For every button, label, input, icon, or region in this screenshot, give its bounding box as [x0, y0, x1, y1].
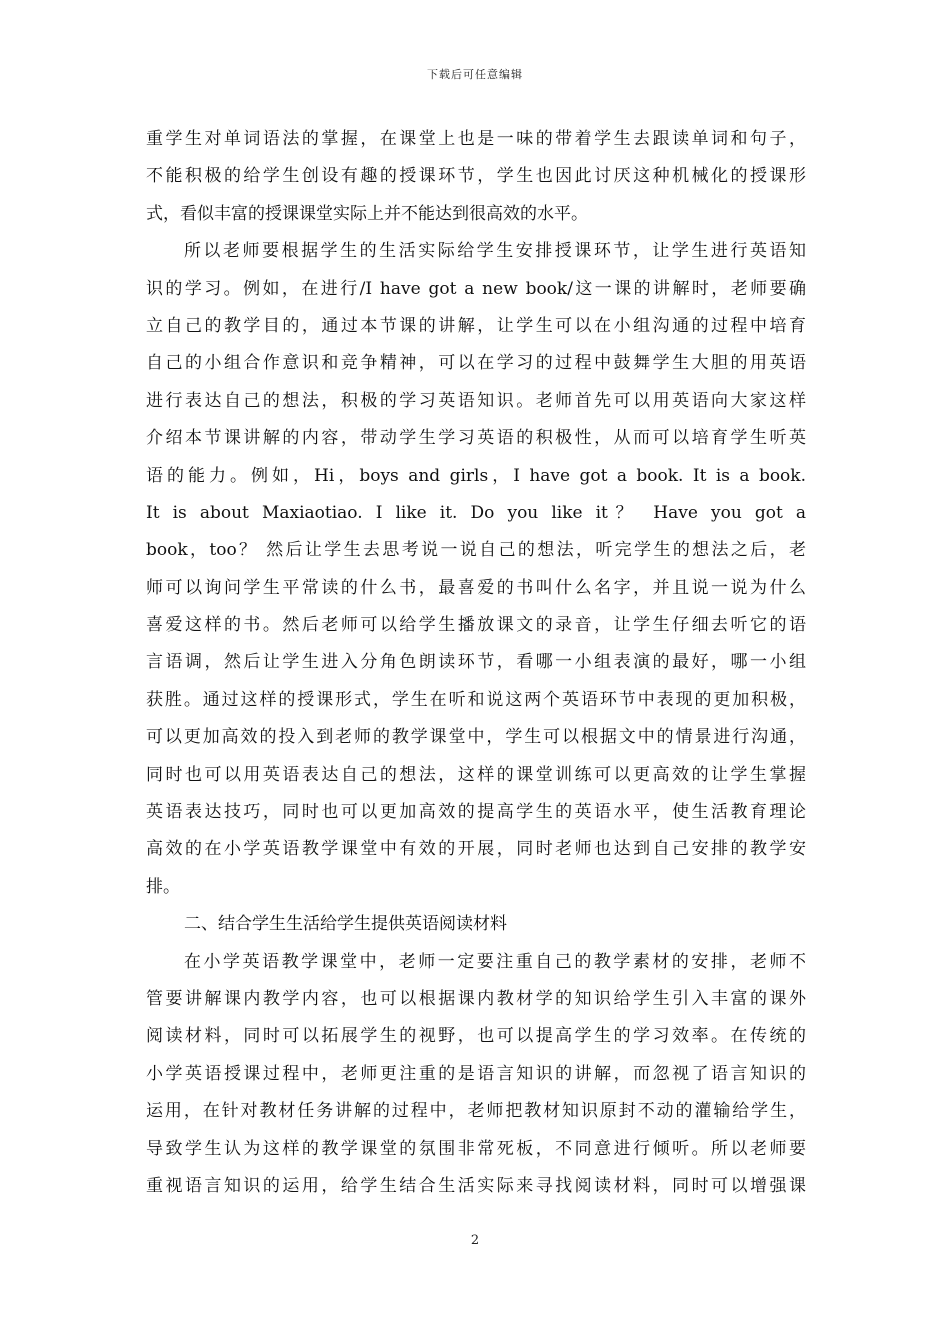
text-line: 重学生对单词语法的掌握，在课堂上也是一味的带着学生去跟读单词和句子，	[146, 129, 806, 149]
body-text	[146, 121, 806, 1205]
text-line: 式，看似丰富的授课课堂实际上并不能达到很高效的水平。	[146, 203, 588, 224]
text-line: 运用，在针对教材任务讲解的过程中，老师把教材知识原封不动的灌输给学生，	[146, 1101, 806, 1122]
text-line: 阅读材料，同时可以拓展学生的视野，也可以提高学生的学习效率。在传统的	[146, 1026, 806, 1047]
text-line: 进行表达自己的想法，积极的学习英语知识。老师首先可以用英语向大家这样	[146, 390, 806, 411]
text-line: 言语调，然后让学生进入分角色朗读环节，看哪一小组表演的最好，哪一小组	[146, 652, 806, 673]
page-header: 下载后可任意编辑	[427, 68, 523, 81]
text-line: 可以更加高效的投入到老师的教学课堂中，学生可以根据文中的情景进行沟通，	[146, 727, 806, 748]
text-line: book，too？ 然后让学生去思考说一说自己的想法，听完学生的想法之后，老	[146, 540, 806, 561]
text-line: 重视语言知识的运用，给学生结合生活实际来寻找阅读材料，同时可以增强课	[146, 1175, 806, 1196]
text-line: 不能积极的给学生创设有趣的授课环节，学生也因此讨厌这种机械化的授课形	[146, 166, 806, 187]
text-line: 识的学习。例如，在进行/I have got a new book/这一课的讲解时，老师要确	[146, 278, 806, 299]
text-line: 师可以询问学生平常读的什么书，最喜爱的书叫什么名字，并且说一说为什么	[146, 577, 806, 598]
text-line: 排。	[146, 876, 180, 897]
text-line: 在小学英语教学课堂中，老师一定要注重自己的教学素材的安排，老师不	[184, 951, 806, 972]
text-line: 高效的在小学英语教学课堂中有效的开展，同时老师也达到自己安排的教学安	[146, 839, 806, 860]
text-line: 介绍本节课讲解的内容，带动学生学习英语的积极性，从而可以培育学生听英	[146, 428, 806, 449]
text-line: 同时也可以用英语表达自己的想法，这样的课堂训练可以更高效的让学生掌握	[146, 764, 806, 785]
text-line: 立自己的教学目的，通过本节课的讲解，让学生可以在小组沟通的过程中培育	[146, 315, 806, 336]
text-line: 自己的小组合作意识和竞争精神，可以在学习的过程中鼓舞学生大胆的用英语	[146, 353, 806, 374]
text-line: 语的能力。例如，Hi，boys and girls，I have got a book. It is a book.	[146, 465, 806, 486]
page-number: 2	[470, 1233, 480, 1248]
text-line: It is about Maxiaotiao. I like it. Do you like it？ Have you got a	[146, 502, 806, 523]
text-line: 获胜。通过这样的授课形式，学生在听和说这两个英语环节中表现的更加积极，	[146, 689, 806, 710]
text-line: 喜爱这样的书。然后老师可以给学生播放课文的录音，让学生仔细去听它的语	[146, 615, 806, 636]
text-line: 管要讲解课内教学内容，也可以根据课内教材学的知识给学生引入丰富的课外	[146, 988, 806, 1009]
text-line: 二、结合学生生活给学生提供英语阅读材料	[184, 914, 507, 935]
text-line: 英语表达技巧，同时也可以更加高效的提高学生的英语水平，使生活教育理论	[146, 802, 806, 823]
text-line: 小学英语授课过程中，老师更注重的是语言知识的讲解，而忽视了语言知识的	[146, 1063, 806, 1084]
text-line: 所以老师要根据学生的生活实际给学生安排授课环节，让学生进行英语知	[184, 241, 806, 262]
text-line: 导致学生认为这样的教学课堂的氛围非常死板，不同意进行倾听。所以老师要	[146, 1138, 806, 1159]
